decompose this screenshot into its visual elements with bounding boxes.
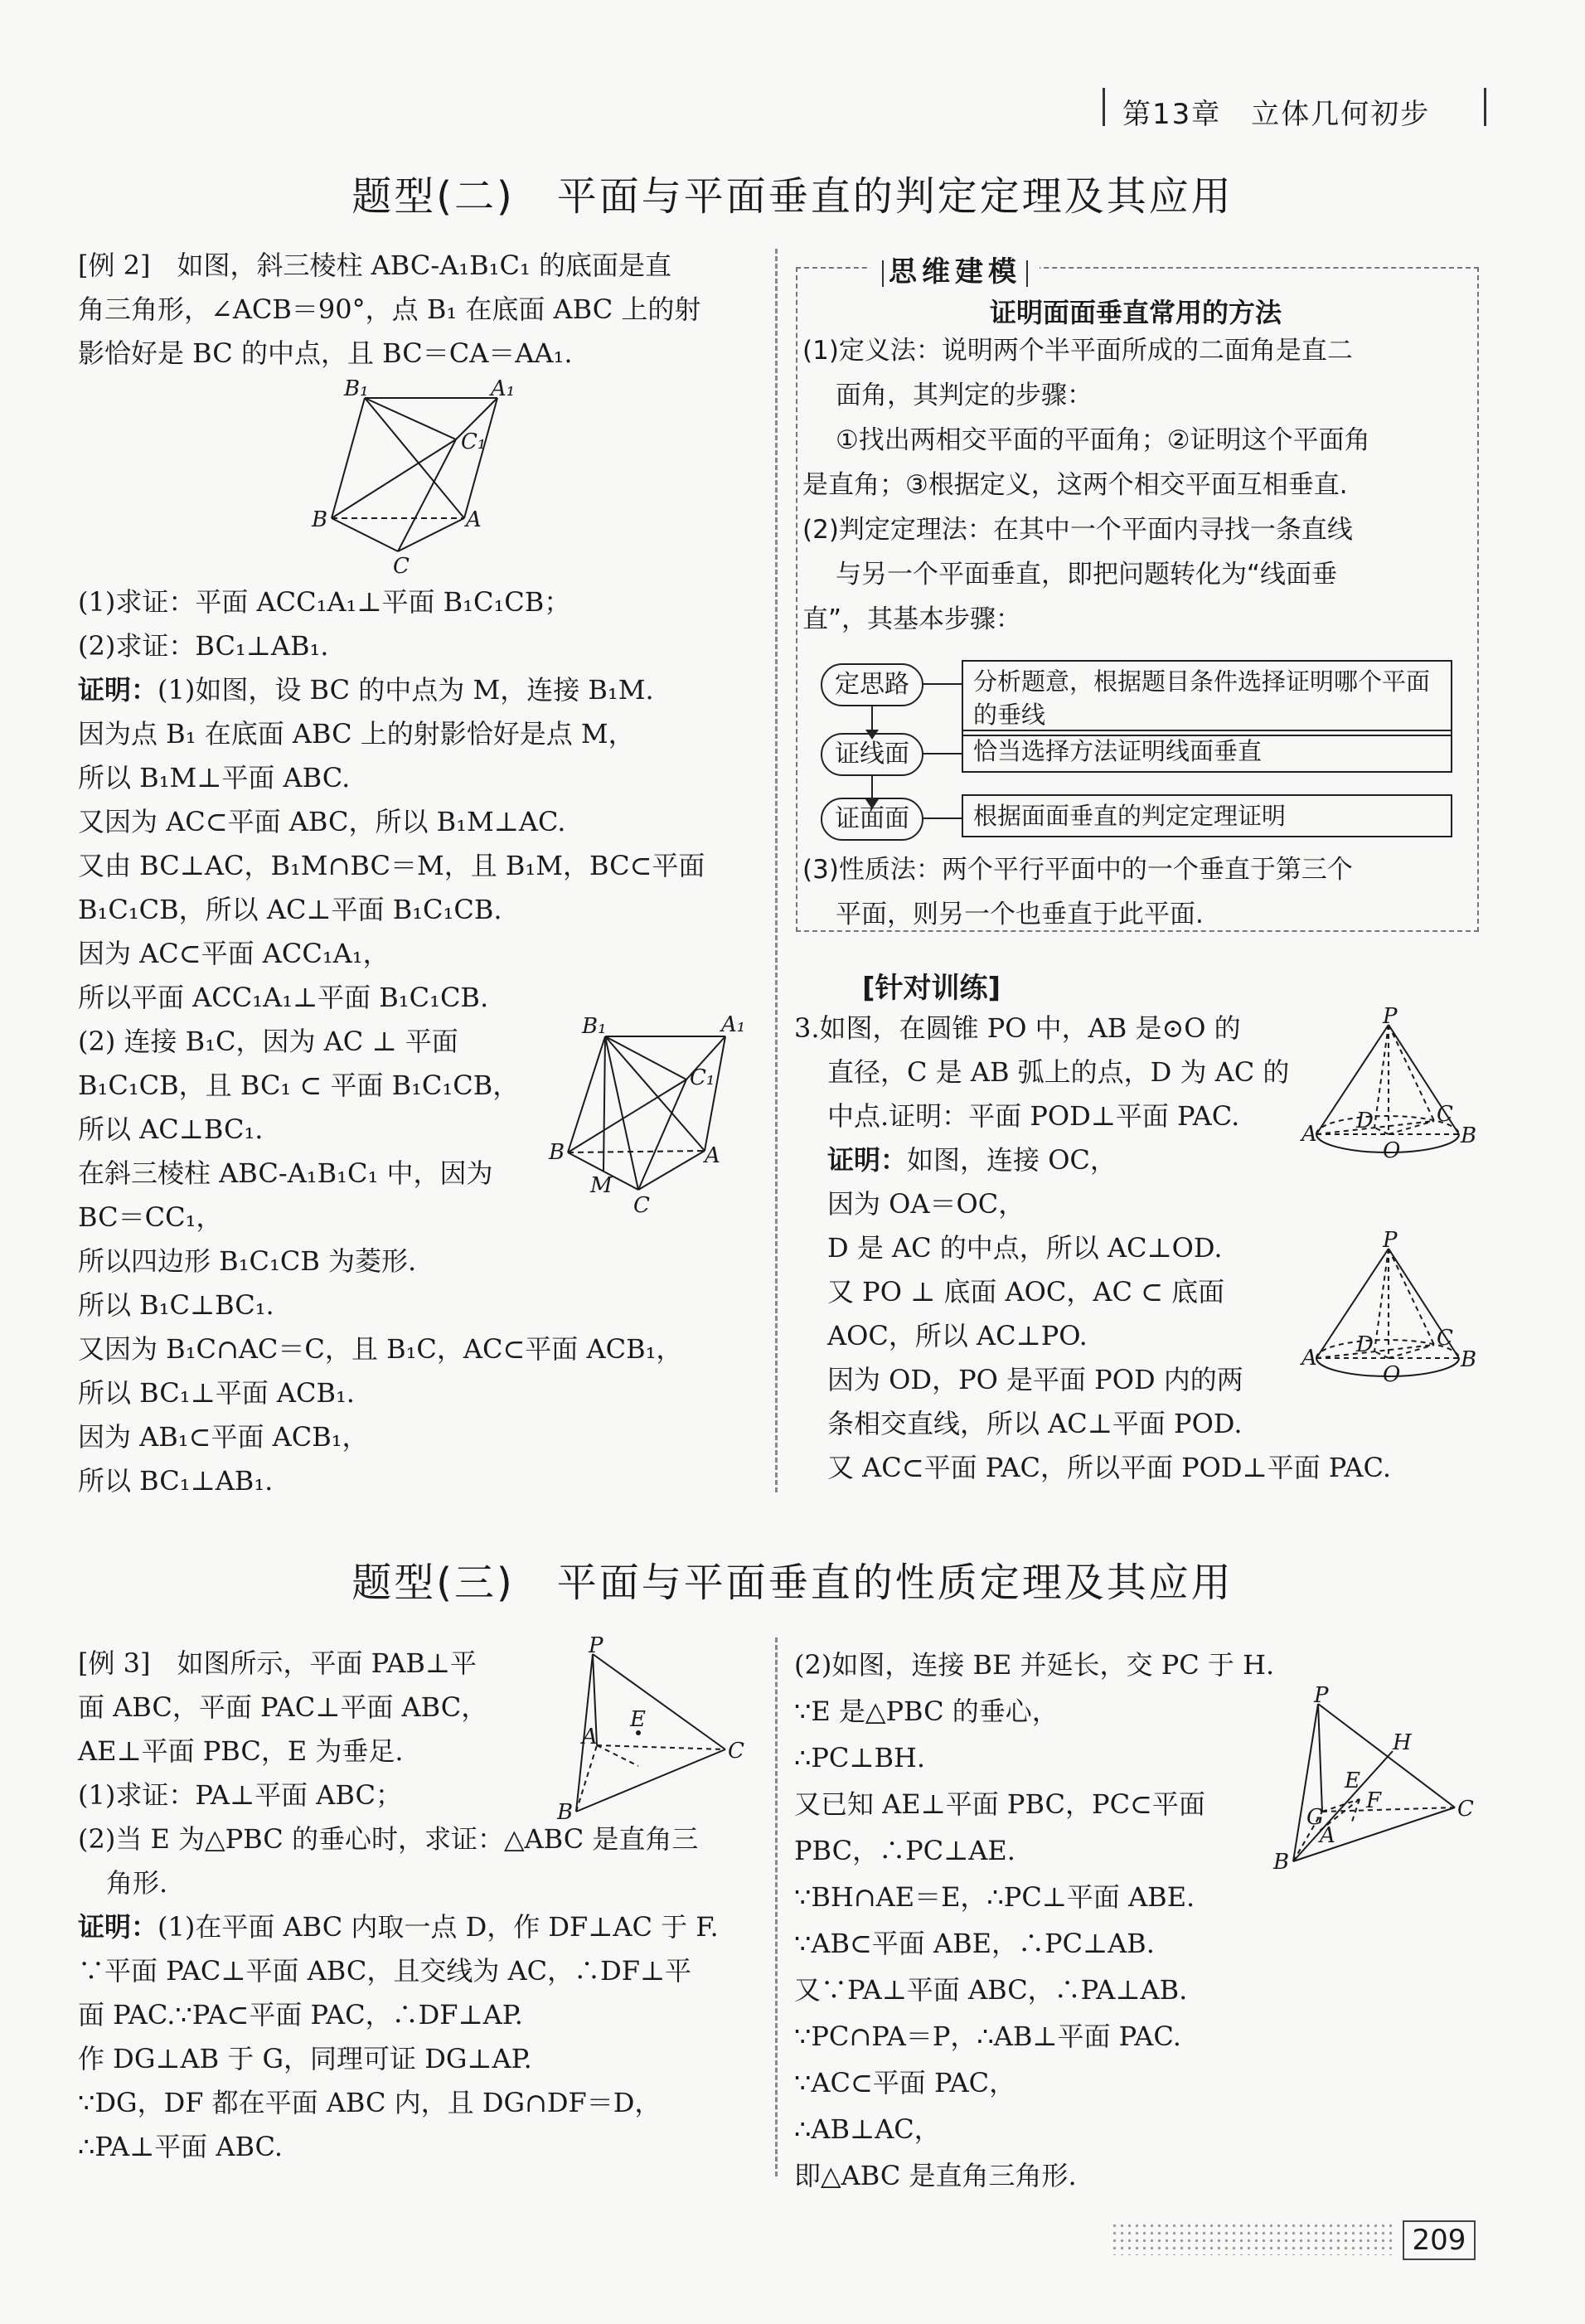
header-bar-left <box>1103 88 1105 126</box>
proof-line: 因为 AC⊂平面 ACC₁A₁， <box>78 938 390 969</box>
proof-line: 即△ABC 是直角三角形. <box>794 2160 1077 2191</box>
proof-line: ∵AB⊂平面 ABE，∴PC⊥AB. <box>794 1928 1155 1959</box>
label-a: A <box>466 507 482 532</box>
label-p: P <box>1383 1004 1398 1029</box>
thinking-model-title: 思维建模 <box>889 255 1021 289</box>
label-c: C <box>1437 1102 1453 1127</box>
page-number: 209 <box>1403 2220 1476 2260</box>
example3-line: 角形. <box>106 1867 168 1899</box>
proof-line: 所以平面 ACC₁A₁⊥平面 B₁C₁CB. <box>78 982 489 1013</box>
example3-line: (2)当 E 为△PBC 的垂心时，求证：△ABC 是直角三 <box>78 1823 699 1855</box>
method-line: 是直角；③根据定义，这两个相交平面互相垂直. <box>802 470 1348 500</box>
method-line: (1)定义法：说明两个半平面所成的二面角是直二 <box>802 336 1353 366</box>
tetrahedron-figure-right <box>1268 1683 1484 1875</box>
thinking-model-subtitle: 证明面面垂直常用的方法 <box>989 297 1282 328</box>
proof-line: 面 PAC.∵PA⊂平面 PAC，∴DF⊥AP. <box>78 1999 523 2030</box>
proof-line: BC＝CC₁， <box>78 1201 223 1233</box>
proof-line: (2)如图，连接 BE 并延长，交 PC 于 H. <box>794 1649 1275 1681</box>
proof-line: 条相交直线，所以 AC⊥平面 POD. <box>827 1408 1243 1439</box>
thinking-model-text <box>802 328 1370 642</box>
chapter-title: 第13章 立体几何初步 <box>1122 98 1431 131</box>
label-b1: B₁ <box>344 376 369 401</box>
label-o: O <box>1383 1138 1401 1163</box>
footer-dot-pattern <box>1111 2222 1397 2255</box>
example3-line: [例 3] 如图所示，平面 PAB⊥平 <box>78 1647 477 1679</box>
cone-figure-2 <box>1301 1228 1484 1391</box>
section-title-3: 题型(三) 平面与平面垂直的性质定理及其应用 <box>351 1560 1234 1606</box>
section-title-2: 题型(二) 平面与平面垂直的判定定理及其应用 <box>351 173 1234 220</box>
example2-line: 影恰好是 BC 的中点，且 BC＝CA＝AA₁. <box>78 337 573 369</box>
label-a: A <box>1320 1823 1335 1848</box>
training-header: [针对训练] <box>862 972 1001 1005</box>
label-f: F <box>1366 1788 1382 1813</box>
step-name: 证面面 <box>821 798 923 841</box>
proof-line: 又 AC⊂平面 PAC，所以平面 POD⊥平面 PAC. <box>827 1452 1392 1483</box>
proof-line: (2) 连接 B₁C，因为 AC ⊥ 平面 <box>78 1026 458 1057</box>
proof-line: 因为 OA＝OC， <box>827 1188 1025 1220</box>
prism-figure-2 <box>547 1012 746 1219</box>
example2-line: [例 2] 如图，斜三棱柱 ABC-A₁B₁C₁ 的底面是直 <box>78 250 671 281</box>
label-c: C <box>633 1193 650 1218</box>
label-a1: A₁ <box>721 1012 746 1037</box>
method-line: ①找出两相交平面的平面角；②证明这个平面角 <box>836 425 1370 455</box>
proof-line: ∵E 是△PBC 的垂心， <box>794 1696 1059 1727</box>
proof-line: 所以 BC₁⊥AB₁. <box>78 1465 274 1497</box>
method-line: 直”，其基本步骤： <box>802 604 1022 634</box>
step-name: 定思路 <box>821 663 923 706</box>
example2-line: 角三角形，∠ACB＝90°，点 B₁ 在底面 ABC 上的射 <box>78 294 701 325</box>
example3-right <box>794 1642 1274 2199</box>
example3-line: AE⊥平面 PBC，E 为垂足. <box>78 1735 404 1767</box>
label-d: D <box>1356 1109 1374 1133</box>
question-2: (2)求证：BC₁⊥AB₁. <box>78 630 329 662</box>
method-line: (2)判定定理法：在其中一个平面内寻找一条直线 <box>802 515 1353 545</box>
column-divider-1 <box>775 249 778 1492</box>
proof-line: D 是 AC 的中点，所以 AC⊥OD. <box>827 1232 1223 1264</box>
label-a: A <box>582 1725 598 1749</box>
method-line: 面角，其判定的步骤： <box>836 381 1093 410</box>
label-a: A <box>1301 1122 1317 1147</box>
proof-line: 又已知 AE⊥平面 PBC，PC⊂平面 <box>794 1788 1205 1820</box>
thinking-model-header <box>870 249 1040 289</box>
label-b: B <box>557 1800 574 1825</box>
running-header <box>1103 83 1492 133</box>
label-a1: A₁ <box>491 376 516 401</box>
label-b: B <box>549 1140 565 1165</box>
question-1: (1)求证：平面 ACC₁A₁⊥平面 B₁C₁CB； <box>78 586 571 618</box>
label-c: C <box>1457 1797 1474 1822</box>
step-connector <box>922 753 962 754</box>
proof-line: ∵PC∩PA＝P，∴AB⊥平面 PAC. <box>794 2021 1181 2052</box>
step-connector <box>922 818 962 819</box>
label-g: G <box>1306 1805 1324 1830</box>
thinking-model-tail <box>802 847 1353 937</box>
column-divider-2 <box>775 1637 778 2176</box>
header-divider <box>882 260 884 287</box>
training-line: 中点.证明：平面 POD⊥平面 PAC. <box>827 1100 1240 1132</box>
proof-line: ∴PA⊥平面 ABC. <box>78 2131 284 2162</box>
example3-line: 面 ABC，平面 PAC⊥平面 ABC， <box>78 1691 488 1723</box>
proof-line: 如图，连接 OC， <box>907 1144 1117 1176</box>
label-a: A <box>705 1143 720 1168</box>
label-b1: B₁ <box>582 1014 607 1039</box>
proof-line: (1)如图，设 BC 的中点为 M，连接 B₁M. <box>158 674 654 706</box>
training-line: 直径，C 是 AB 弧上的点，D 为 AC 的 <box>827 1056 1290 1088</box>
label-e: E <box>630 1707 646 1732</box>
step-connector <box>922 683 962 685</box>
proof-label: 证明： <box>78 1911 158 1943</box>
proof-line: (1)在平面 ABC 内取一点 D，作 DF⊥AC 于 F. <box>158 1911 719 1943</box>
proof-line: 所以 AC⊥BC₁. <box>78 1113 264 1145</box>
proof-line: B₁C₁CB，且 BC₁ ⊂ 平面 B₁C₁CB， <box>78 1070 520 1101</box>
example3-line: (1)求证：PA⊥平面 ABC； <box>78 1779 403 1811</box>
cone-figure-1 <box>1301 1004 1484 1167</box>
label-c: C <box>728 1739 744 1764</box>
step-desc: 根据面面垂直的判定定理证明 <box>962 794 1452 837</box>
label-d: D <box>1356 1332 1374 1357</box>
label-c1: C₁ <box>461 429 487 454</box>
label-c: C <box>393 554 410 579</box>
proof-line: ∵平面 PAC⊥平面 ABC，且交线为 AC，∴DF⊥平 <box>78 1955 692 1987</box>
header-bar-right <box>1484 88 1486 126</box>
header-divider <box>1026 260 1028 287</box>
proof-line: ∵DG，DF 都在平面 ABC 内，且 DG∩DF＝D， <box>78 2087 662 2118</box>
example2-intro <box>78 244 700 376</box>
proof-line: PBC，∴PC⊥AE. <box>794 1835 1015 1866</box>
proof-line: 在斜三棱柱 ABC-A₁B₁C₁ 中，因为 <box>78 1157 493 1189</box>
training-line: 3.如图，在圆锥 PO 中，AB 是⊙O 的 <box>794 1012 1241 1044</box>
proof-line: 又因为 B₁C∩AC＝C，且 B₁C，AC⊂平面 ACB₁， <box>78 1333 683 1365</box>
label-p: P <box>1314 1683 1329 1708</box>
label-c1: C₁ <box>690 1065 715 1090</box>
label-o: O <box>1383 1362 1401 1387</box>
label-p: P <box>1383 1228 1398 1253</box>
prism-figure-1 <box>307 376 522 579</box>
proof-line: 所以四边形 B₁C₁CB 为菱形. <box>78 1245 417 1277</box>
proof-label: 证明： <box>827 1144 908 1176</box>
proof-line: ∴AB⊥AC， <box>794 2113 941 2145</box>
label-b: B <box>1273 1850 1290 1875</box>
label-b: B <box>312 507 328 532</box>
proof-line: 因为点 B₁ 在底面 ABC 上的射影恰好是点 M， <box>78 718 635 750</box>
proof-line: 又因为 AC⊂平面 ABC，所以 B₁M⊥AC. <box>78 806 566 837</box>
method-line: 平面，则另一个也垂直于此平面. <box>836 900 1204 929</box>
proof-line: ∵BH∩AE＝E，∴PC⊥平面 ABE. <box>794 1881 1195 1913</box>
proof-label: 证明： <box>78 674 158 706</box>
proof-line: 作 DG⊥AB 于 G，同理可证 DG⊥AP. <box>78 2043 532 2074</box>
proof-line: 又 PO ⊥ 底面 AOC，AC ⊂ 底面 <box>827 1276 1225 1308</box>
method-line: (3)性质法：两个平行平面中的一个垂直于第三个 <box>802 855 1353 885</box>
proof-line: 又由 BC⊥AC，B₁M∩BC＝M，且 B₁M，BC⊂平面 <box>78 850 705 881</box>
tetrahedron-figure-left <box>547 1633 754 1825</box>
step-desc: 分析题意，根据题目条件选择证明哪个平面的垂线 <box>962 660 1452 736</box>
label-b: B <box>1461 1347 1477 1372</box>
proof-line: 因为 OD，PO 是平面 POD 内的两 <box>827 1364 1243 1395</box>
label-h: H <box>1393 1730 1412 1755</box>
label-p: P <box>589 1633 603 1658</box>
proof-line: 因为 AB₁⊂平面 ACB₁， <box>78 1421 369 1453</box>
label-b: B <box>1461 1123 1477 1148</box>
proof-line: AOC，所以 AC⊥PO. <box>827 1320 1088 1351</box>
proof-line: 所以 B₁M⊥平面 ABC. <box>78 762 351 793</box>
step-desc: 恰当选择方法证明线面垂直 <box>962 730 1452 773</box>
proof-line: ∵AC⊂平面 PAC， <box>794 2067 1016 2098</box>
proof-line: ∴PC⊥BH. <box>794 1742 926 1773</box>
proof-line: 所以 B₁C⊥BC₁. <box>78 1289 274 1321</box>
proof-line: 所以 BC₁⊥平面 ACB₁. <box>78 1377 355 1409</box>
label-a: A <box>1301 1346 1317 1371</box>
method-line: 与另一个平面垂直，即把问题转化为“线面垂 <box>836 560 1338 589</box>
proof-line: 又∵PA⊥平面 ABC，∴PA⊥AB. <box>794 1974 1188 2006</box>
step-name: 证线面 <box>821 733 923 776</box>
label-c: C <box>1437 1326 1453 1351</box>
label-m: M <box>590 1173 613 1198</box>
label-e: E <box>1345 1768 1360 1793</box>
proof-line: B₁C₁CB，所以 AC⊥平面 B₁C₁CB. <box>78 894 502 925</box>
